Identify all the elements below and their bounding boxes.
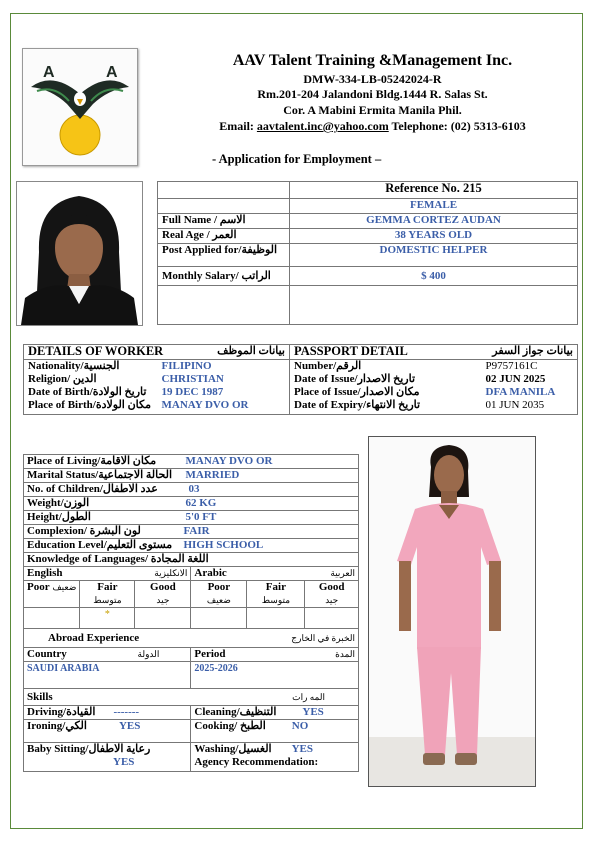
salary-value: $ 400	[290, 267, 578, 286]
logo-letter-right: A	[106, 64, 118, 81]
pob-value: MANAY DVO OR	[158, 399, 290, 415]
reference-number: Reference No. 215	[290, 182, 578, 199]
religion-label: Religion/ الدين	[28, 373, 97, 385]
arabic-fair: Fair متوسط	[247, 581, 305, 608]
period-header: Period المدة	[191, 648, 359, 662]
company-logo	[22, 48, 138, 166]
email-link[interactable]: aavtalent.inc@yahoo.com	[256, 119, 389, 133]
address-line-2: Cor. A Mabini Ermita Manila Phil.	[283, 103, 462, 117]
country-header: Country الدولة	[24, 648, 191, 662]
washing-row: Washing/الغسيل YES Agency Recommendation:	[191, 743, 359, 772]
applicant-full-body-photo	[368, 436, 536, 787]
religion-value: CHRISTIAN	[158, 373, 290, 386]
logo-letter-left: A	[43, 64, 55, 81]
expiry-value: 01 JUN 2035	[485, 399, 545, 411]
post-value: DOMESTIC HELPER	[290, 244, 578, 267]
email-label: Email:	[219, 119, 254, 133]
full-name-label: Full Name / الاسم	[158, 214, 290, 229]
summary-table	[157, 181, 578, 325]
english-good: Good جيد	[135, 581, 191, 608]
post-label: Post Applied for/الوظيفة	[158, 244, 290, 267]
license-number: DMW-334-LB-05242024-R	[303, 72, 442, 86]
english-fair-mark: *	[80, 608, 135, 629]
passport-number-label: Number/الرقم	[294, 360, 362, 372]
dob-label: Date of Birth/تاريخ الولادة	[28, 386, 147, 398]
english-fair: Fair متوسط	[80, 581, 135, 608]
english-poor: Poor ضعيف	[24, 581, 80, 608]
period-value: 2025-2026	[191, 662, 359, 689]
education-row: Education Level/مستوى التعليم HIGH SCHOOL	[24, 539, 359, 553]
arabic-header: Arabic العربية	[191, 567, 359, 581]
issue-date-label: Date of Issue/تاريخ الاصدار	[294, 373, 416, 385]
issue-date-value: 02 JUN 2025	[485, 373, 546, 385]
arabic-poor: Poor ضعيف	[191, 581, 247, 608]
skills-header: Skills المه رات	[24, 689, 359, 706]
marital-row: Marital Status/الحالة الاجتماعية MARRIED	[24, 469, 359, 483]
contact-line	[150, 119, 595, 134]
full-name-value: GEMMA CORTEZ AUDAN	[290, 214, 578, 229]
passport-number-value: P9757161C	[485, 360, 538, 372]
weight-row: Weight/الوزن 62 KG	[24, 497, 359, 511]
telephone: Telephone: (02) 5313-6103	[391, 119, 526, 133]
age-label: Real Age / العمر	[158, 229, 290, 244]
english-header: English الانكليزية	[24, 567, 191, 581]
document-subtitle: - Application for Employment –	[212, 152, 382, 166]
worker-details-header: DETAILS OF WORKER بيانات الموظف	[24, 345, 290, 360]
address-line-1: Rm.201-204 Jalandoni Bldg.1444 R. Salas St.	[257, 87, 488, 101]
arabic-good: Good جيد	[305, 581, 359, 608]
personal-details-table	[23, 454, 359, 772]
place-issue-value: DFA MANILA	[485, 386, 556, 398]
dob-value: 19 DEC 1987	[158, 386, 290, 399]
cooking-row: Cooking/ الطبخ NO	[191, 720, 359, 743]
country-value: SAUDI ARABIA	[24, 662, 191, 689]
ironing-row: Ironing/الكي YES	[24, 720, 191, 743]
languages-label: Knowledge of Languages/ اللغة المجادة	[24, 553, 359, 567]
children-row: No. of Children/عدد الاطفال 03	[24, 483, 359, 497]
living-row: Place of Living/مكان الاقامة MANAY DVO OR	[24, 455, 359, 469]
applicant-headshot-photo	[16, 181, 143, 326]
baby-sitting-row: Baby Sitting/رعاية الاطفال YES	[24, 743, 191, 772]
salary-label: Monthly Salary/ الراتب	[158, 267, 290, 286]
worker-passport-table	[23, 344, 578, 415]
abroad-header: Abroad Experience الخبرة في الخارج	[24, 629, 359, 648]
cleaning-row: Cleaning/التنظيف YES	[191, 706, 359, 720]
nationality-value: FILIPINO	[158, 360, 290, 374]
driving-row: Driving/القيادة -------	[24, 706, 191, 720]
complexion-row: Complexion/ لون البشرة FAIR	[24, 525, 359, 539]
age-value: 38 YEARS OLD	[290, 229, 578, 244]
company-name: AAV Talent Training &Management Inc.	[232, 52, 513, 69]
height-row: Height/الطول 5'0 FT	[24, 511, 359, 525]
nationality-label: Nationality/الجنسية	[28, 360, 120, 372]
expiry-label: Date of Expiry/تاريخ الانتهاء	[294, 399, 421, 411]
passport-details-header: PASSPORT DETAIL بيانات جواز السفر	[290, 345, 578, 360]
pob-label: Place of Birth/مكان الولادة	[28, 399, 151, 411]
gender-value: FEMALE	[290, 199, 578, 214]
agency-recommendation-label: Agency Recommendation:	[194, 756, 319, 768]
place-issue-label: Place of Issue/مكان الاصدار	[294, 386, 420, 398]
